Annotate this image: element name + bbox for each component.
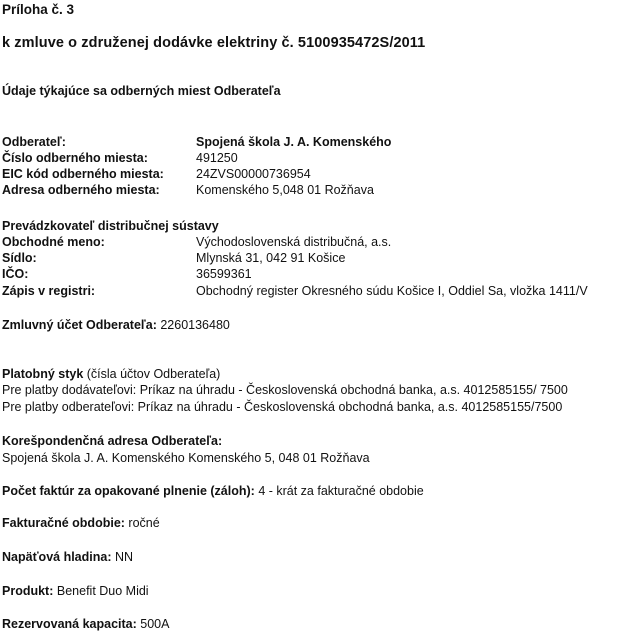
ico-label: IČO: <box>2 267 29 281</box>
eic-code-label: EIC kód odberného miesta: <box>2 167 164 181</box>
registry-value: Obchodný register Okresného súdu Košice I, Oddiel Sa, vložka 1411/V <box>196 284 588 298</box>
registry-label: Zápis v registri: <box>2 284 96 298</box>
point-address-label: Adresa odberného miesta: <box>2 183 160 197</box>
voltage-level-label: Napäťová hladina: <box>2 550 112 564</box>
seat-label: Sídlo: <box>2 251 37 265</box>
customer-label: Odberateľ: <box>2 135 66 149</box>
customer-value: Spojená škola J. A. Komenského <box>196 135 392 149</box>
point-address-value: Komenského 5,048 01 Rožňava <box>196 183 374 197</box>
voltage-level-value: NN <box>114 550 134 564</box>
contract-account-value: 2260136480 <box>160 318 230 332</box>
contract-title: k zmluve o združenej dodávke elektriny č. 5100935472S/2011 <box>2 35 426 51</box>
point-number-value: 491250 <box>196 151 238 165</box>
payment-heading <box>2 367 220 382</box>
payment-heading-bold: Platobný styk <box>2 367 84 381</box>
section-heading: Údaje týkajúce sa odberných miest Odberateľa <box>2 84 281 98</box>
ico-value: 36599361 <box>196 267 252 281</box>
correspondence-address: Spojená škola J. A. Komenského Komenského 5, 048 01 Rožňava <box>2 451 370 465</box>
eic-code-value: 24ZVS00000736954 <box>196 167 311 181</box>
billing-period-value: ročné <box>128 516 160 530</box>
invoice-count-line <box>2 484 424 499</box>
billing-period-line <box>2 516 160 531</box>
product-label: Produkt: <box>2 584 54 598</box>
correspondence-heading: Korešpondenčná adresa Odberateľa: <box>2 434 223 448</box>
payment-heading-note: (čísla účtov Odberateľa) <box>86 367 221 381</box>
invoice-count-value: 4 - krát za fakturačné obdobie <box>258 484 424 498</box>
seat-value: Mlynská 31, 042 91 Košice <box>196 251 346 265</box>
invoice-count-label: Počet faktúr za opakované plnenie (záloh): <box>2 484 255 498</box>
payment-line-supplier: Pre platby dodávateľovi: Príkaz na úhradu - Československá obchodná banka, a.s. 4012585155/ 7500 <box>2 383 568 397</box>
attachment-title: Príloha č. 3 <box>2 2 75 17</box>
contract-account-line <box>2 318 230 333</box>
point-number-label: Číslo odberného miesta: <box>2 151 148 165</box>
business-name-label: Obchodné meno: <box>2 235 105 249</box>
voltage-level-line <box>2 550 133 565</box>
business-name-value: Východoslovenská distribučná, a.s. <box>196 235 392 249</box>
reserved-capacity-value: 500A <box>140 617 170 631</box>
reserved-capacity-line <box>2 617 169 632</box>
payment-line-customer: Pre platby odberateľovi: Príkaz na úhradu - Československá obchodná banka, a.s. 4012585155/7500 <box>2 400 563 414</box>
product-value: Benefit Duo Midi <box>56 584 149 598</box>
reserved-capacity-label: Rezervovaná kapacita: <box>2 617 137 631</box>
billing-period-label: Fakturačné obdobie: <box>2 516 125 530</box>
product-line <box>2 584 149 599</box>
operator-heading: Prevádzkovateľ distribučnej sústavy <box>2 219 219 233</box>
contract-account-label: Zmluvný účet Odberateľa: <box>2 318 157 332</box>
